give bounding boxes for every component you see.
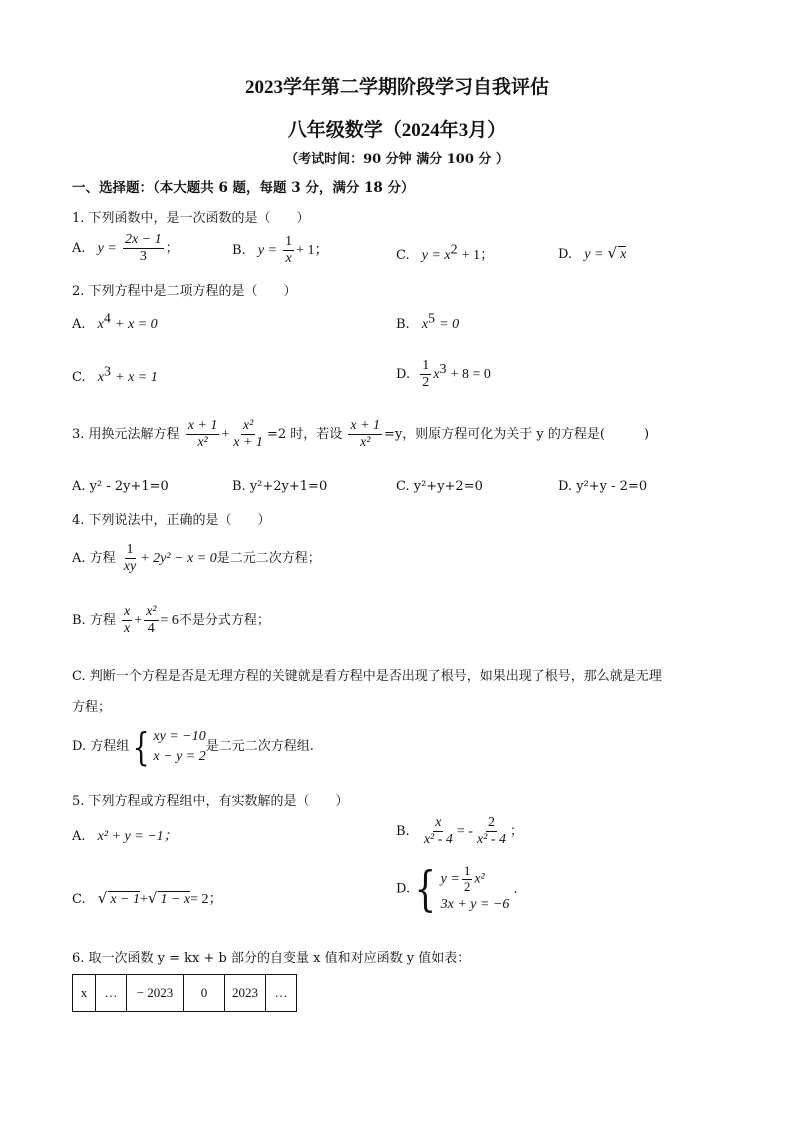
- q2-option-b: [396, 311, 460, 333]
- option-expr: x: [97, 317, 104, 332]
- denominator: x: [285, 251, 292, 267]
- brace-symbol: {: [132, 724, 150, 769]
- radicand: x − 1: [110, 892, 140, 907]
- q4-option-d: [72, 724, 314, 769]
- question-6-stem: 6. 取一次函数 y = kx + b 部分的自变量 x 值和对应函数 y 值如表：: [72, 951, 471, 966]
- denominator: x + 1: [233, 435, 263, 451]
- q3-option-b: B. y²+2y+1=0: [232, 479, 328, 494]
- option-expr: x: [97, 370, 104, 385]
- option-tail: 不是分式方程；: [178, 613, 270, 629]
- option-label: A.: [72, 829, 86, 844]
- option-tail: = 0: [439, 317, 460, 332]
- q3-suffix: =y，则原方程可化为关于 y 的方程是( ): [384, 427, 650, 443]
- option-tail: + 1；: [296, 243, 329, 259]
- table-cell: − 2023: [127, 975, 184, 1012]
- fraction: [420, 358, 431, 391]
- exponent: 3: [439, 361, 447, 377]
- option-expr: = -: [456, 824, 473, 840]
- option-label: A.: [72, 241, 86, 257]
- fraction: [475, 815, 508, 848]
- option-expr: + 2y² − x = 0: [140, 551, 217, 567]
- numerator: x²: [241, 418, 255, 435]
- numerator: x + 1: [186, 418, 220, 435]
- fraction: [186, 418, 220, 451]
- fraction: [462, 864, 473, 895]
- question-4-stem: 4. 下列说法中，正确的是（ ）: [72, 513, 271, 528]
- table-cell: …: [96, 975, 127, 1012]
- exam-subtitle: 八年级数学（2024年3月）: [287, 120, 507, 141]
- fraction: [122, 604, 132, 637]
- sqrt-symbol: √: [147, 889, 158, 907]
- numerator: x: [433, 815, 443, 832]
- numerator: x²: [144, 604, 158, 621]
- denominator: 3: [139, 249, 147, 265]
- question-3-stem: [72, 418, 649, 451]
- option-tail: + 1；: [461, 248, 495, 263]
- exponent: 3: [103, 364, 111, 380]
- option-label: D.: [558, 247, 573, 262]
- option-tail: 是二元二次方程组.: [205, 739, 314, 755]
- option-expr: y =: [97, 241, 117, 257]
- numerator: 1: [283, 234, 294, 251]
- q3-option-a: A. y² - 2y+1=0: [72, 479, 169, 494]
- denominator: x²: [197, 435, 208, 451]
- q4-option-b: B. 方程 $\frac{x}{x}$ + $\frac{\text{x²}}{4}$ = 6不是分式方程；: [72, 604, 270, 637]
- option-label: A.: [72, 317, 86, 332]
- q3-option-c: C. y²+y+2=0: [396, 479, 483, 494]
- numerator: 1: [125, 542, 136, 559]
- q4-option-a: [72, 542, 321, 575]
- radicand: 1 − x: [160, 892, 191, 907]
- q4-option-c-line1: C. 判断一个方程是否是无理方程的关键就是看方程中是否出现了根号，如果出现了根号，那么就是无理: [72, 669, 662, 684]
- q3-middle: =2 时，若设: [266, 427, 343, 443]
- option-tail: .: [513, 881, 518, 897]
- q2-option-d: [396, 358, 491, 391]
- numerator: 1: [463, 863, 471, 878]
- question-1-stem: 1. 下列函数中，是一次函数的是（ ）: [72, 211, 310, 226]
- option-tail: 是二元二次方程；: [216, 551, 321, 567]
- q1-option-c: [396, 244, 494, 264]
- option-label: C.: [72, 892, 86, 907]
- option-label: D.: [396, 881, 411, 897]
- value-table: [72, 974, 297, 1012]
- q1-option-a: [72, 232, 179, 265]
- numerator: 2x − 1: [123, 232, 164, 249]
- option-label: B.: [396, 824, 410, 840]
- denominator: 4: [147, 621, 155, 637]
- option-expr: = 6: [160, 613, 179, 629]
- equation-system: [153, 727, 205, 766]
- q1-option-d: [558, 244, 626, 263]
- denominator: 2: [463, 878, 471, 894]
- table-cell: 2023: [225, 975, 266, 1012]
- option-tail: ；: [165, 241, 179, 257]
- option-expr: x² + y = −1；: [97, 829, 178, 844]
- q5-option-a: [72, 825, 178, 845]
- exponent: 4: [103, 311, 111, 327]
- denominator: 2: [422, 375, 430, 391]
- q1-option-b: [232, 234, 329, 267]
- fraction: [283, 234, 294, 267]
- denominator: x² - 4: [476, 832, 507, 848]
- option-label: B.: [396, 317, 410, 332]
- exam-title: 2023学年第二学期阶段学习自我评估: [244, 77, 549, 98]
- option-tail: + x = 0: [115, 317, 158, 332]
- sqrt-symbol: √: [97, 889, 108, 907]
- option-label: B. 方程: [72, 613, 116, 629]
- option-label: C.: [72, 370, 86, 385]
- brace-symbol: {: [414, 861, 437, 918]
- fraction: [123, 232, 164, 265]
- option-label: B.: [232, 243, 246, 259]
- numerator: x + 1: [348, 418, 382, 435]
- denominator: xy: [123, 559, 137, 575]
- q5-option-b: [396, 815, 523, 848]
- exam-info: （考试时间：90 分钟 满分 100 分 ）: [285, 152, 509, 167]
- q2-option-a: [72, 311, 158, 333]
- denominator: x: [123, 621, 131, 637]
- option-expr: y = x: [421, 248, 451, 263]
- q3-prefix: 3. 用换元法解方程: [72, 427, 180, 443]
- option-label: D.: [396, 367, 411, 383]
- option-label: A. 方程: [72, 551, 116, 567]
- fraction: [422, 815, 455, 848]
- q3-option-d: D. y²+y - 2=0: [558, 479, 648, 494]
- table-cell: …: [266, 975, 297, 1012]
- numerator: x: [122, 604, 132, 621]
- option-expr: x: [421, 317, 429, 332]
- option-expr: y =: [257, 243, 277, 259]
- option-tail: ；: [510, 824, 524, 840]
- equation-system: [441, 864, 510, 914]
- option-label: D. 方程组: [72, 739, 130, 755]
- q5-option-c: C. √ x − 1+√ 1 − x= 2；: [72, 889, 223, 907]
- question-2-stem: 2. 下列方程中是二项方程的是（ ）: [72, 284, 297, 299]
- table-cell: x: [73, 975, 96, 1012]
- q5-option-d: [396, 861, 518, 918]
- table-cell: 0: [184, 975, 225, 1012]
- option-tail: = 2；: [190, 892, 223, 907]
- question-5-stem: 5. 下列方程或方程组中，有实数解的是（ ）: [72, 794, 349, 809]
- eq1-lhs: y =: [440, 871, 460, 887]
- denominator: x² - 4: [423, 832, 453, 848]
- option-expr: y =: [584, 247, 604, 262]
- fraction: [348, 418, 382, 451]
- equation-2: x − y = 2: [153, 748, 206, 764]
- option-label: C.: [396, 248, 410, 263]
- radicand: x: [620, 247, 627, 262]
- equation-1: [441, 864, 510, 895]
- sqrt-symbol: √: [607, 244, 618, 262]
- fraction: [144, 604, 158, 637]
- option-tail: + 8 = 0: [450, 367, 491, 383]
- q4-option-c-line2: 方程；: [72, 700, 112, 715]
- numerator: 1: [420, 358, 431, 375]
- fraction: [122, 542, 138, 575]
- denominator: x²: [360, 435, 371, 451]
- equation-2: 3x + y = −6: [440, 896, 510, 912]
- option-tail: + x = 1: [115, 370, 158, 385]
- eq1-rhs: x²: [474, 871, 485, 887]
- table-row: [73, 975, 297, 1012]
- exponent: 5: [428, 311, 436, 327]
- section-heading: 一、选择题：（本大题共 6 题，每题 3 分，满分 18 分）: [72, 180, 415, 196]
- exponent: 2: [450, 242, 458, 258]
- plus-sign: +: [221, 427, 230, 443]
- q2-option-c: [72, 364, 158, 386]
- equation-1: xy = −10: [153, 729, 206, 744]
- option-expr: x: [433, 367, 440, 383]
- numerator: 2: [486, 815, 497, 832]
- fraction: [231, 418, 265, 451]
